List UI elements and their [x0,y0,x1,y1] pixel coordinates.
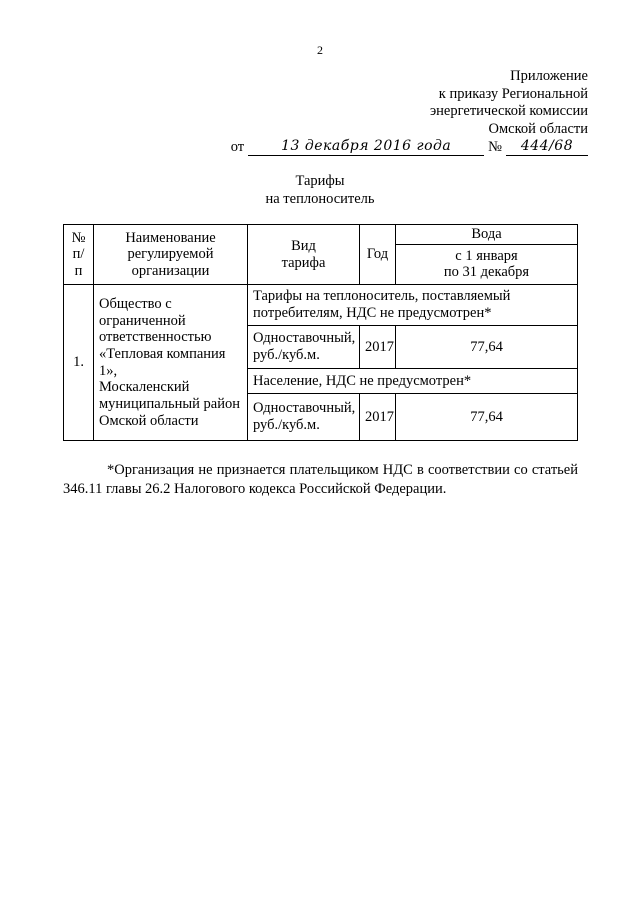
year-cell: 2017 [360,326,396,369]
table-row [64,285,578,326]
header-year-cell: Год [360,225,396,285]
title-line: Тарифы [295,173,345,189]
header-text: Наименование [125,229,216,246]
document-title [0,173,640,208]
organization-line: «Тепловая компания 1», [99,345,226,379]
tariff-type-cell [248,394,360,441]
order-reference [231,138,588,156]
tariff-type-line: Одноставочный, [253,330,356,347]
appendix-line: энергетической комиссии [429,103,588,120]
tariff-value-cell: 77,64 [396,326,578,369]
section-heading-cell [248,285,578,326]
tariff-value-cell: 77,64 [396,394,578,441]
header-text: с 1 января [455,247,518,264]
order-number-handwritten: 444/68 [506,138,588,156]
tariff-type-line: руб./куб.м. [253,417,320,434]
order-number-label: № [488,139,502,156]
order-date-handwritten: 13 декабря 2016 года [248,138,484,156]
organization-line: ограниченной [99,312,186,329]
section-heading-cell: Население, НДС не предусмотрен* [248,369,578,394]
tariffs-table [63,224,578,441]
appendix-line: к приказу Региональной [438,85,588,102]
header-tariff-type-cell [248,225,360,285]
header-period-cell [396,244,578,284]
organization-line: Москаленский [99,379,190,396]
tariff-type-line: руб./куб.м. [253,347,320,364]
header-text: по 31 декабря [443,264,530,281]
header-text: № [71,229,86,246]
header-water-cell: Вода [396,225,578,245]
appendix-line: Приложение [510,68,588,84]
tariff-type-line: Одноставочный, [253,400,356,417]
year-cell: 2017 [360,394,396,441]
header-text: регулируемой [127,246,214,263]
tariff-type-cell [248,326,360,369]
order-from-label: от [230,139,245,156]
section-heading-line: потребителям, НДС не предусмотрен* [253,305,492,322]
page-number: 2 [317,43,323,57]
section-heading-line: Тарифы на теплоноситель, поставляемый [253,288,511,305]
title-line: на теплоноситель [265,190,375,207]
header-organization-cell [94,225,248,285]
appendix-line: Омской области [488,121,588,138]
header-number-cell [64,225,94,285]
footnote: *Организация не признается плательщиком НДС в соответствии со статьей 346.11 главы 26.2 Налогового кодекса Российской Федерации. [63,462,578,497]
table-header-row [64,225,578,245]
organization-line: муниципальный район [99,395,240,412]
organization-line: Общество с [99,295,172,312]
header-text: тарифа [281,254,326,271]
organization-cell [94,285,248,441]
header-text: Вид [291,237,316,254]
organization-line: Омской области [99,412,199,429]
row-number-cell: 1. [64,285,94,441]
organization-line: ответственностью [99,329,212,346]
appendix-block [430,68,588,139]
header-text: п/п [72,246,85,279]
header-text: организации [131,262,210,279]
